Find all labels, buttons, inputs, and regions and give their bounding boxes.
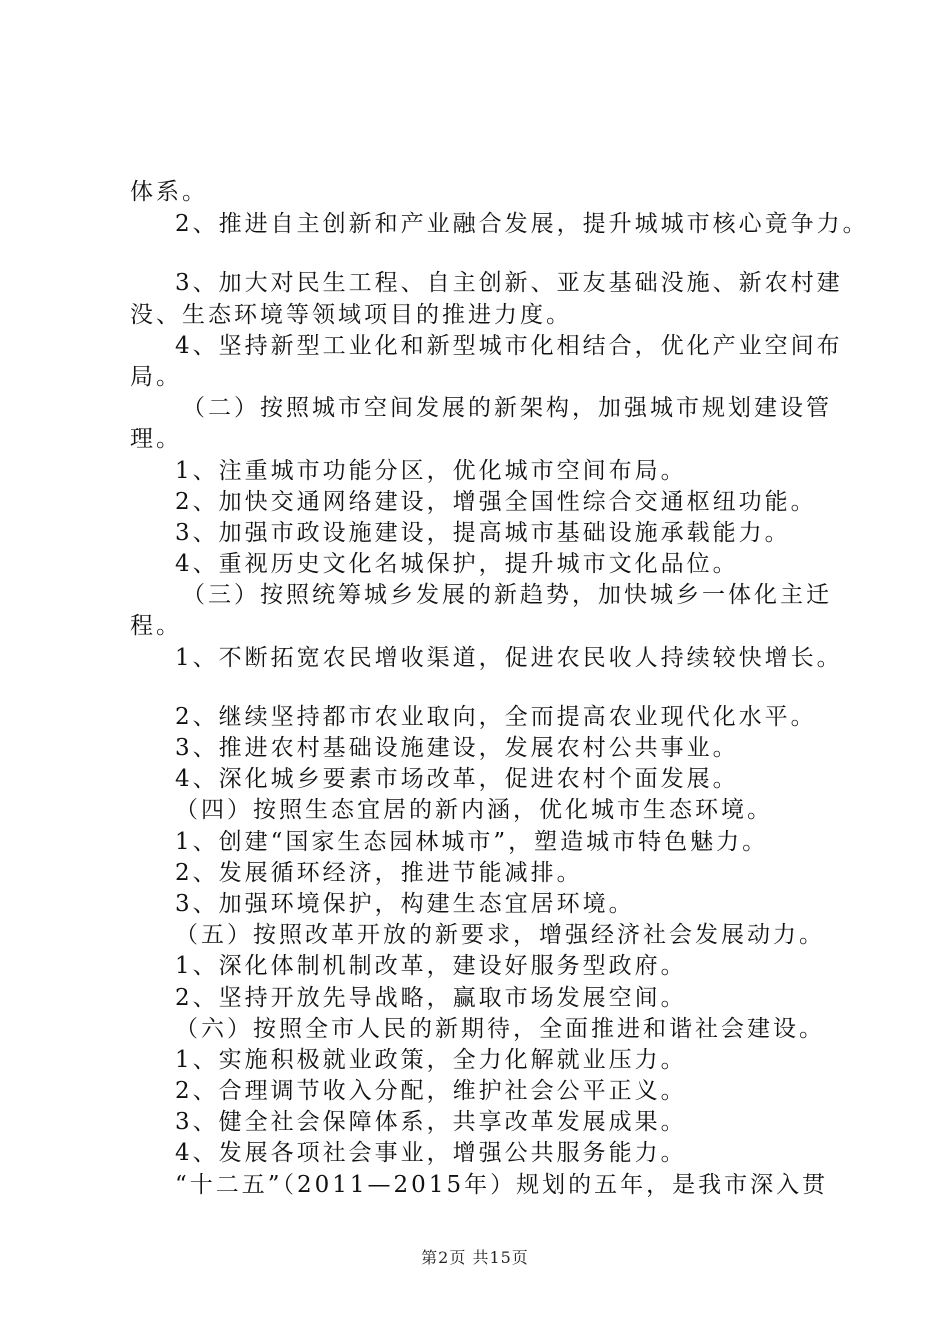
text-line: 局。 bbox=[130, 364, 182, 390]
text-line: 2、合理调节收入分配，维护社会公平正义。 bbox=[175, 1078, 687, 1104]
text-line: 2、加快交通网络建设，增强全国性综合交通枢纽功能。 bbox=[175, 489, 817, 515]
page-number-footer: 第2页 共15页 bbox=[421, 1248, 529, 1267]
section-heading: （二）按照城市空间发展的新架构，加强城市规划建设管 bbox=[182, 395, 832, 421]
text-line: 理。 bbox=[130, 426, 182, 452]
text-line: 体系。 bbox=[130, 179, 208, 205]
text-line: 2、发展循环经济，推进节能减排。 bbox=[175, 860, 583, 886]
section-heading: （六）按照全市人民的新期待，全面推进和谐社会建设。 bbox=[175, 1016, 825, 1042]
text-line: 2、推进自主创新和产业融合发展，提升城城市核心竟争力。 bbox=[175, 211, 869, 237]
text-line: 3、健全社会保障体系，共享改革发展成果。 bbox=[175, 1109, 687, 1135]
text-line: 4、重视历史文化名城保护，提升城市文化品位。 bbox=[175, 551, 739, 577]
text-line: 3、加强市政设施建设，提高城市基础设施承载能力。 bbox=[175, 520, 791, 546]
text-line: 1、实施积极就业政策，全力化解就业压力。 bbox=[175, 1047, 687, 1073]
text-line: 3、推进农村基础设施建设，发展农村公共事业。 bbox=[175, 735, 739, 761]
text-line: 1、创建“国家生态园林城市”，塑造城市特色魅力。 bbox=[175, 829, 769, 855]
text-line: 程。 bbox=[130, 613, 182, 639]
text-line: 2、坚持开放先导战略，赢取市场发展空间。 bbox=[175, 985, 687, 1011]
text-line: 4、坚持新型工业化和新型城市化相结合，优化产业空间布 bbox=[175, 333, 843, 359]
text-line: 2、继续坚持都市农业取向，全而提高农业现代化水平。 bbox=[175, 704, 817, 730]
section-heading: （四）按照生态宜居的新内涵，优化城市生态环境。 bbox=[175, 797, 773, 823]
text-line: 1、不断拓宽农民增收渠道，促进农民收人持续较快增长。 bbox=[175, 645, 843, 671]
text-line: 4、深化城乡要素市场改革，促进农村个面发展。 bbox=[175, 766, 739, 792]
text-line: 4、发展各项社会事业，增强公共服务能力。 bbox=[175, 1140, 687, 1166]
text-line: 1、深化体制机制改革，建设好服务型政府。 bbox=[175, 953, 687, 979]
section-heading: （三）按照统筹城乡发展的新趋势，加快城乡一体化主迁 bbox=[182, 582, 832, 608]
text-line: “十二五”（2011—2015年）规划的五年，是我市深入贯 bbox=[175, 1172, 829, 1198]
section-heading: （五）按照改革开放的新要求，增强经济社会发展动力。 bbox=[175, 922, 825, 948]
text-line: 3、加大对民生工程、自主创新、亚友基础没施、新农村建 bbox=[175, 270, 843, 296]
text-line: 3、加强环境保护，构建生态宜居环境。 bbox=[175, 891, 635, 917]
text-line: 没、生态环境等领域项目的推进力度。 bbox=[130, 302, 572, 328]
text-line: 1、注重城市功能分区，优化城市空间布局。 bbox=[175, 458, 687, 484]
